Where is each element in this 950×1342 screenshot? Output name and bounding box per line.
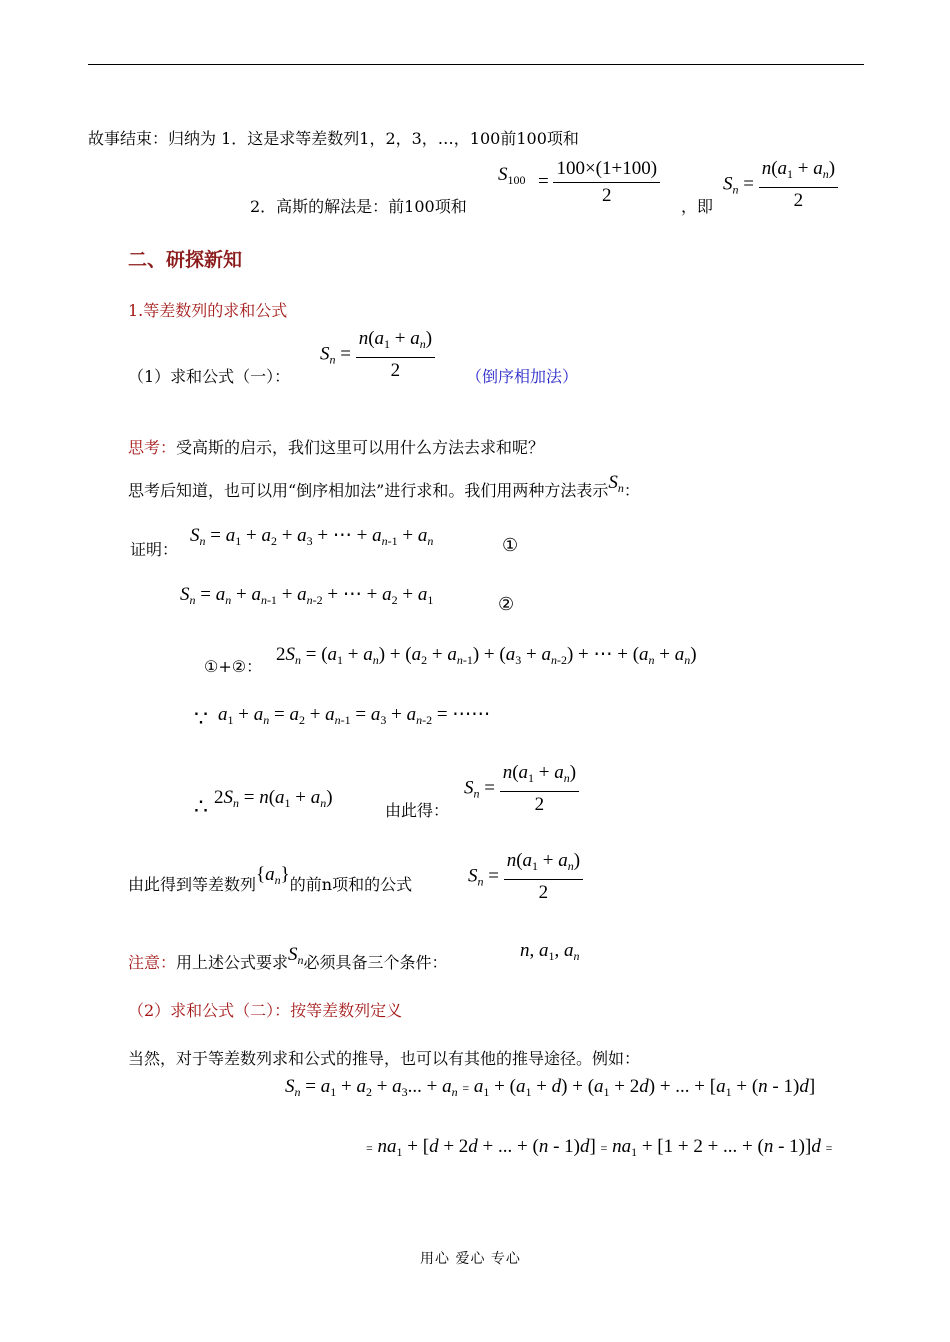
proof-mark-1: ① bbox=[502, 535, 519, 556]
think-question bbox=[128, 435, 544, 458]
proof-hence: 由此得： bbox=[385, 801, 450, 820]
derivation-line-1: $S_n = a_1 + a_2 + a_3$... + $a_n = a_1 + (a_1 + d) + (a_1 + 2d)$ + ... + $[a_1 + (n - 1)d]$ bbox=[285, 1076, 816, 1099]
story-line-2-mid: ，即 bbox=[681, 197, 714, 216]
sub1-title: 1.等差数列的求和公式 bbox=[128, 301, 288, 320]
formula1-label: （1）求和公式（一）： bbox=[128, 367, 291, 386]
proof-label: 证明： bbox=[130, 540, 179, 559]
note-conditions: n, $a_1$, $a_n$ bbox=[520, 940, 580, 963]
proof-eq-2sn: $2S_n = n(a_1 + a_n)$ bbox=[214, 787, 333, 810]
sub2-title: （2）求和公式（二）：按等差数列定义 bbox=[128, 1001, 403, 1020]
proof-eq1: $S_n = a_1 + a_2 + a_3$ + ⋯ + $a_{n-1} + a_n$ bbox=[190, 525, 434, 548]
think-answer: 思考后知道，也可以用“倒序相加法”进行求和。我们用两种方法表示$S_n$： bbox=[128, 472, 640, 500]
note-text-2: 必须具备三个条件： bbox=[303, 953, 448, 972]
page-footer: 用心 爱心 专心 bbox=[420, 1251, 521, 1267]
story-line-1: 故事结束：归纳为 1．这是求等差数列1，2，3，…，100前100项和 bbox=[88, 129, 579, 148]
formula-sn-gauss: $S_n$ = $\frac{n(a_1 + a_n)}{2}$ bbox=[723, 156, 838, 214]
formula-s100-eq: = $\frac{100\times(1+100)}{2}$ bbox=[538, 156, 660, 209]
formula-s100: $S_{100}$ bbox=[498, 164, 526, 187]
sub2-intro: 当然，对于等差数列求和公式的推导，也可以有其他的推导途径。例如： bbox=[128, 1049, 641, 1068]
proof-eq2: $S_n = a_n + a_{n-1} + a_{n-2}$ + ⋯ + $a_2 + a_1$ bbox=[180, 584, 434, 607]
conclusion-formula: $S_n$ = $\frac{n(a_1 + a_n)}{2}$ bbox=[468, 848, 583, 906]
conclusion-prefix: 由此得到等差数列 bbox=[128, 875, 257, 894]
think-answer-text: 思考后知道，也可以用“倒序相加法”进行求和。我们用两种方法表示 bbox=[128, 481, 609, 500]
formula1-method: （倒序相加法） bbox=[466, 367, 579, 386]
note-text: 用上述公式要求 bbox=[176, 953, 289, 972]
proof-mark-2: ② bbox=[498, 594, 515, 615]
proof-eq-equal: $a_1 + a_n = a_2 + a_{n-1} = a_3 + a_{n-2}$ = ⋯⋯ bbox=[218, 704, 491, 727]
derivation-line-2: = $na_1 + [d + 2d$ + ... + $(n - 1)d] = na_1 + [1 + 2$ + ... + (n - 1)]d = bbox=[366, 1136, 833, 1159]
section-title: 二、研探新知 bbox=[128, 249, 243, 271]
proof-sum-label: ①+②： bbox=[204, 657, 263, 676]
think-label: 思考： bbox=[128, 438, 177, 457]
story-line-2: 2．高斯的解法是：前100项和 bbox=[250, 197, 467, 216]
think-answer-end: ： bbox=[623, 481, 640, 500]
therefore-symbol: ∴ bbox=[194, 794, 208, 819]
header-rule bbox=[88, 64, 864, 65]
because-symbol: ∵ bbox=[194, 706, 208, 731]
note: 注意：用上述公式要求$S_n$必须具备三个条件： bbox=[128, 944, 448, 972]
note-label: 注意： bbox=[128, 953, 177, 972]
proof-result: $S_n$ = $\frac{n(a_1 + a_n)}{2}$ bbox=[464, 760, 579, 818]
think-question-text: 受高斯的启示，我们这里可以用什么方法去求和呢？ bbox=[176, 438, 545, 457]
formula1: $S_n$ = $\frac{n(a_1 + a_n)}{2}$ bbox=[320, 326, 435, 384]
conclusion: 由此得到等差数列$\{a_n\}$的前n项和的公式 bbox=[128, 864, 413, 894]
proof-eq-sum: $2S_n = (a_1 + a_n) + (a_2 + a_{n-1}) + (a_3 + a_{n-2})$ + ⋯ + $(a_n + a_n)$ bbox=[276, 644, 697, 667]
conclusion-suffix: 的前n项和的公式 bbox=[289, 875, 413, 894]
